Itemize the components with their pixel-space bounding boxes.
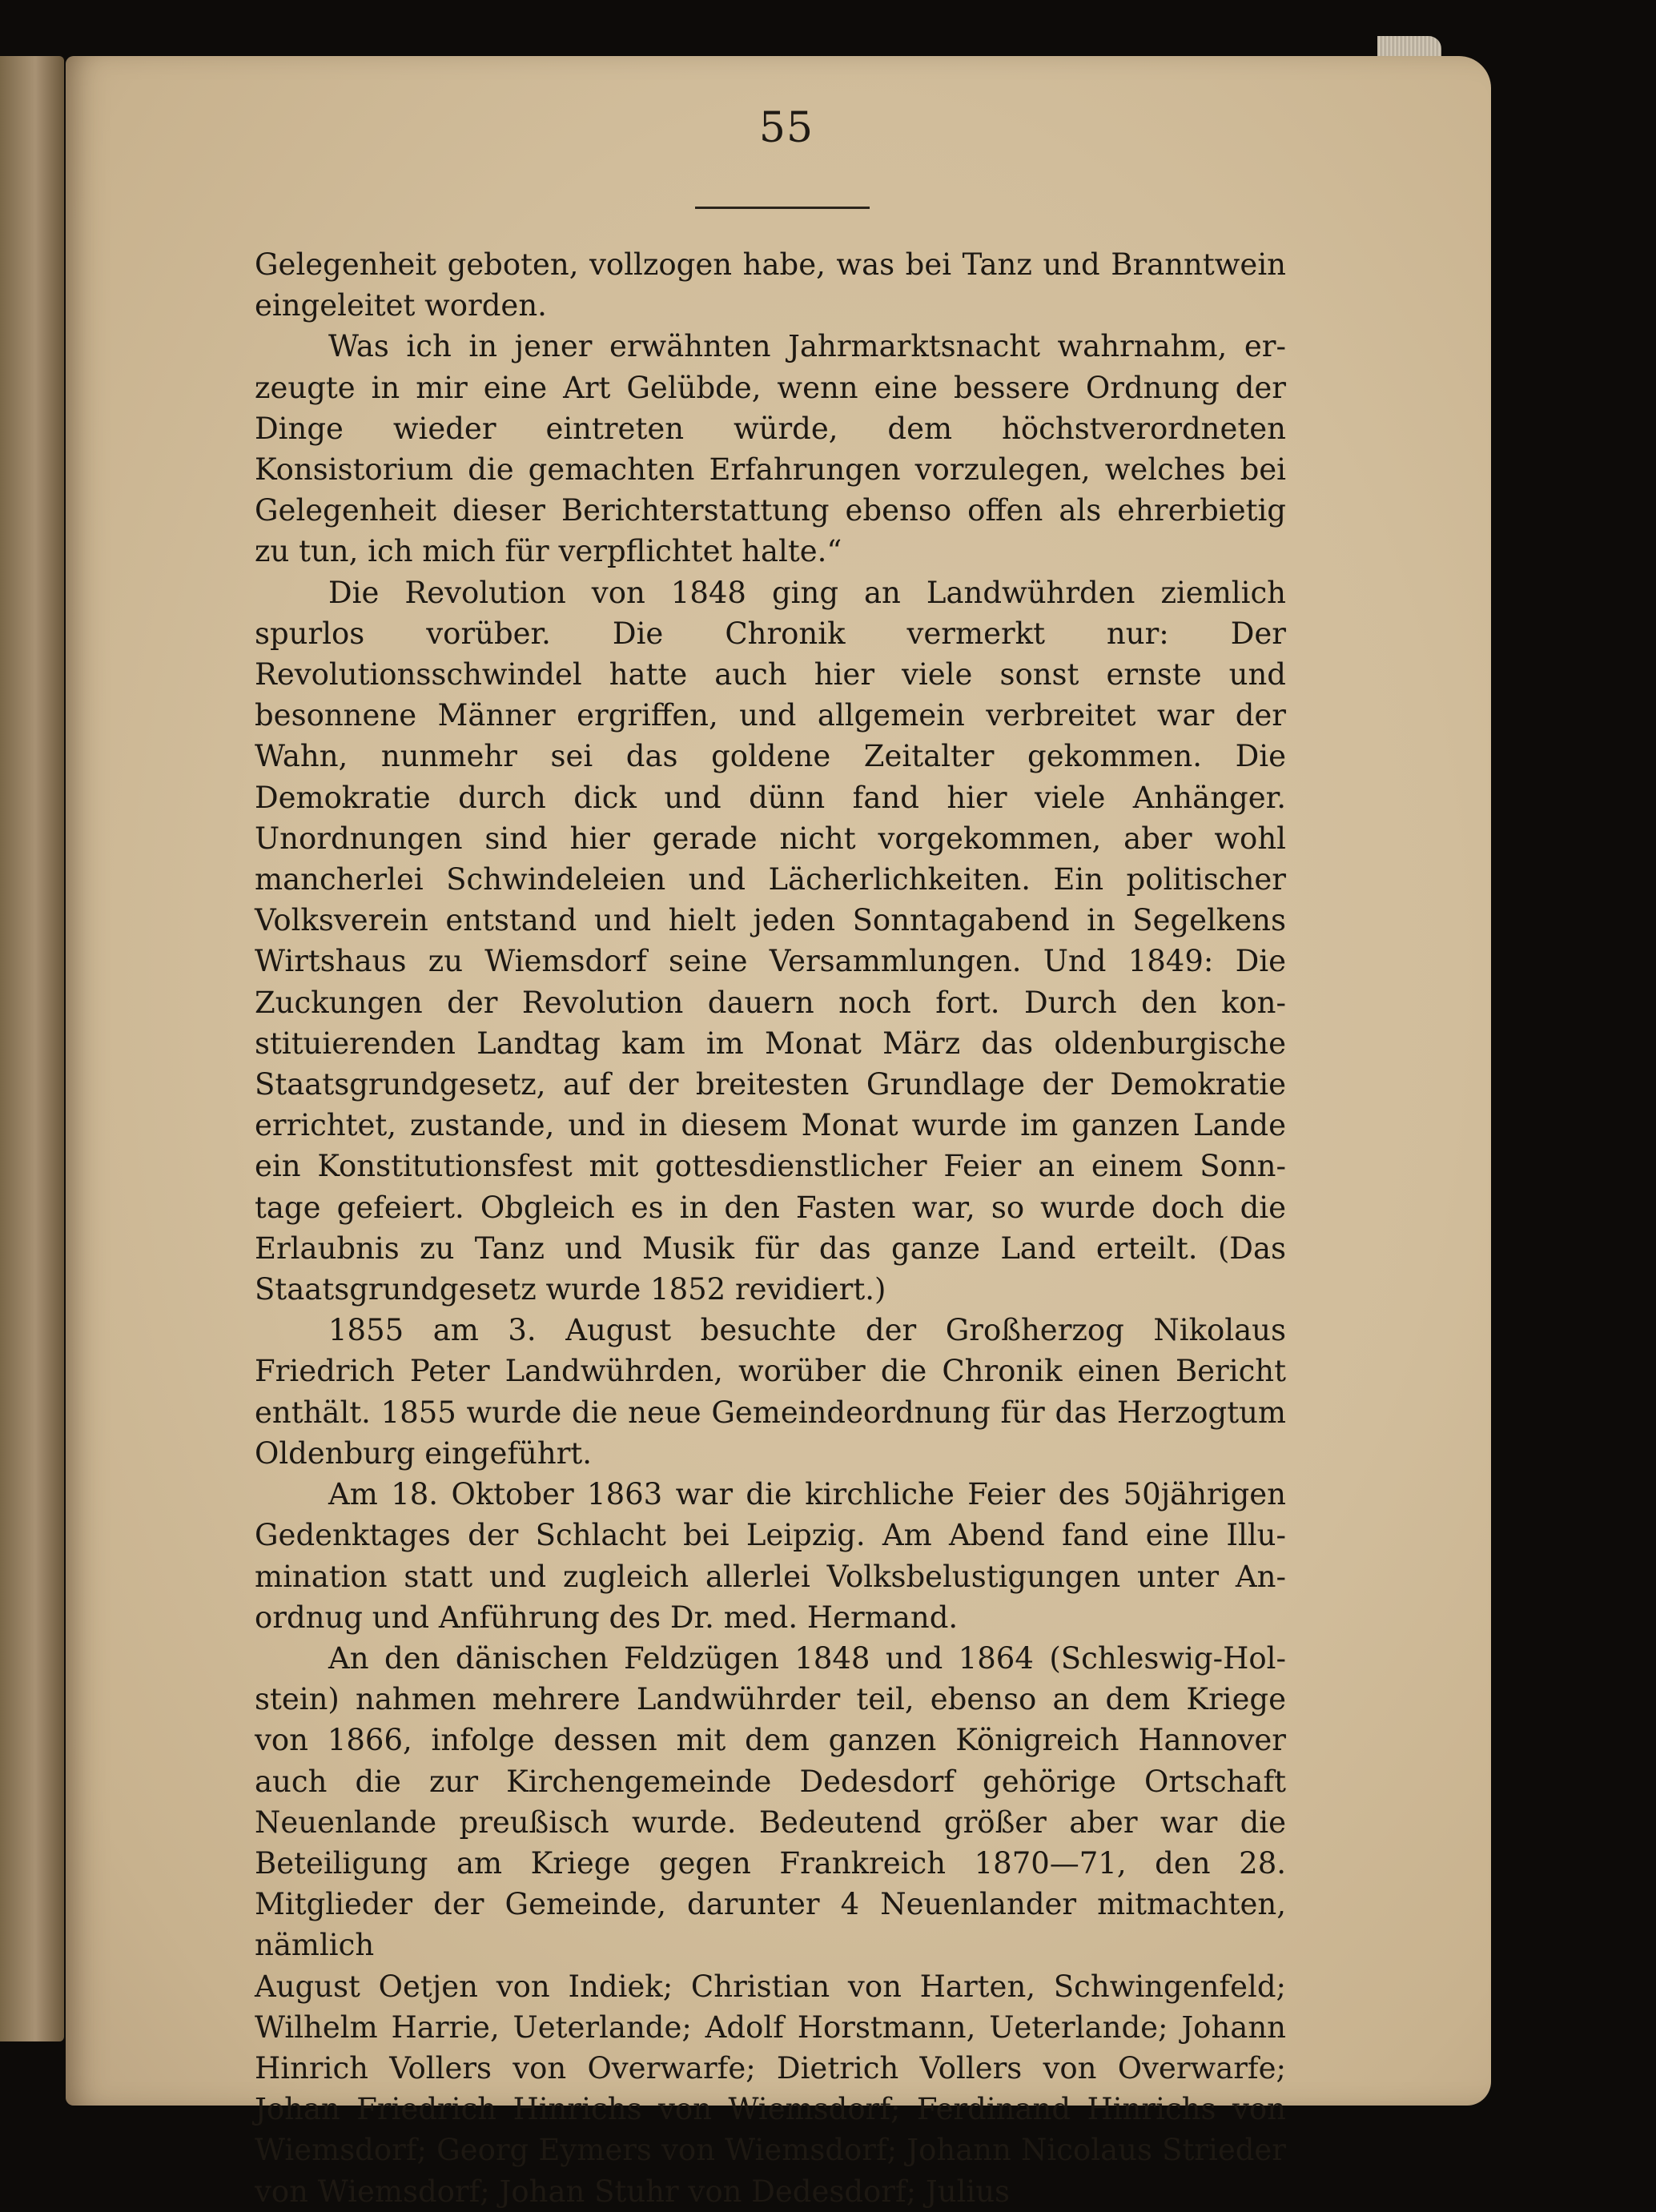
header-rule xyxy=(695,207,870,209)
paragraph: Gelegenheit geboten, vollzogen habe, was bei Tanz und Branntwein eingeleitet worden. xyxy=(255,247,1286,323)
paragraph: 1855 am 3. August besuchte der Großherzog Nikolaus Friedrich Peter Landwührden, worüber die Chronik einen Bericht enthält. 1855 wurde die neue Gemeindeordnung für das Herzogtum Oldenburg eingeführt. xyxy=(255,1313,1286,1471)
paragraph: Am 18. Oktober 1863 war die kirchliche Feier des 50jährigen Gedenktages der Schlacht bei Leipzig. Am Abend fand eine Illumination statt und zugleich allerlei Volksbelustigungen unter Anordnug und Anführung des Dr. med. Hermand. xyxy=(255,1477,1286,1635)
page-number: 55 xyxy=(758,104,814,152)
paragraph: Was ich in jener erwähnten Jahrmarktsnacht wahrnahm, erzeugte in mir eine Art Gelübde, wenn eine bessere Ordnung der Dinge wieder eintreten würde, dem höchstverordneten Konsistorium die gemachten Erfahrungen vorzulegen, welches bei Gelegenheit dieser Berichterstattung ebenso offen als ehrerbietig zu tun, ich mich für verpflichtet halte.“ xyxy=(255,329,1286,569)
body-text xyxy=(255,244,1286,2212)
paragraph: August Oetjen von Indiek; Christian von Harten, Schwingenfeld; Wilhelm Harrie, Ueterlande; Adolf Horstmann, Ueterlande; Johann Hinrich Vollers von Overwarfe; Dietrich Vollers von Overwarfe; Johan Friedrich Hinrichs von Wiemsdorf; Ferdinand Hinrichs von Wiemsdorf; Georg Eymers von Wiemsdorf; Johann Nicolaus Strieder von Wiemsdorf; Johan Stuhr von Dedesdorf; Julius xyxy=(255,1969,1286,2209)
paragraph: An den dänischen Feldzügen 1848 und 1864 (Schleswig-Holstein) nahmen mehrere Landwührder teil, ebenso an dem Kriege von 1866, infolge dessen mit dem ganzen Königreich Hannover auch die zur Kirchengemeinde Dedesdorf gehörige Ortschaft Neuenlande preußisch wurde. Bedeutend größer aber war die Beteiligung am Kriege gegen Frankreich 1870—71, den 28. Mitglieder der Gemeinde, darunter 4 Neuenlander mitmachten, nämlich xyxy=(255,1640,1286,1963)
paragraph: Die Revolution von 1848 ging an Landwührden ziemlich spurlos vorüber. Die Chronik vermerkt nur: Der Revolutionsschwindel hatte auch hier viele sonst ernste und besonnene Männer ergriffen, und allgemein verbreitet war der Wahn, nunmehr sei das goldene Zeitalter gekommen. Die Demokratie durch dick und dünn fand hier viele Anhänger. Unordnungen sind hier gerade nicht vorgekommen, aber wohl mancherlei Schwindeleien und Lächerlichkeiten. Ein politischer Volksverein entstand und hielt jeden Sonntagabend in Segelkens Wirtshaus zu Wiemsdorf seine Versammlungen. Und 1849: Die Zuckungen der Revolution dauern noch fort. Durch den konstituierenden Landtag kam im Monat März das oldenburgische Staatsgrundgesetz, auf der breitesten Grundlage der Demokratie errichtet, zustande, und in diesem Monat wurde im ganzen Lande ein Konstitutionsfest mit gottesdienstlicher Feier an einem Sonntage gefeiert. Obgleich es in den Fasten war, so wurde doch die Erlaubnis zu Tanz und Musik für das ganze Land erteilt. (Das Staatsgrundgesetz wurde 1852 revidiert.) xyxy=(255,575,1286,1307)
left-page-edge xyxy=(0,56,64,2041)
